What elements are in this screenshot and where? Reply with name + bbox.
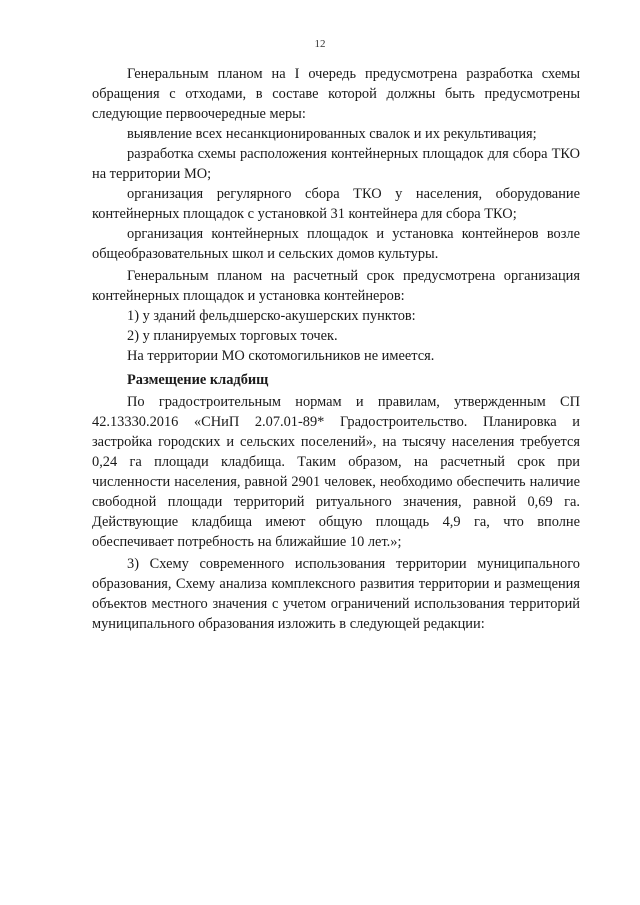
paragraph-cemetery-norms: По градостроительным нормам и правилам, утвержденным СП 42.13330.2016 «СНиП 2.07.01-89* Градостроительство. Планировка и застройка городских и сельских поселений», на тысячу населения требуется 0,24 га площади кладбища. Таким образом, на расчетный срок при численности населения, равной 2901 человек, необходимо обеспечить наличие свободной площади территорий ритуального значения, равной 0,69 га. Действующие кладбища имеют общую площадь 4,9 га, что вполне обеспечивает потребность на ближайшие 10 лет.»; — [92, 394, 580, 550]
paragraph-container-sites-scheme: разработка схемы расположения контейнерных площадок для сбора ТКО на территории МО; — [92, 146, 580, 182]
list-item-trade-points: 2) у планируемых торговых точек. — [127, 328, 338, 344]
paragraph-waste-plan-intro: Генеральным планом на I очередь предусмотрена разработка схемы обращения с отходами, в составе которой должны быть предусмотрены следующие первоочередные меры: — [92, 66, 580, 122]
paragraph-school-containers: организация контейнерных площадок и установка контейнеров возле общеобразовательных школ и сельских домов культуры. — [92, 226, 580, 262]
page-number: 12 — [314, 38, 326, 50]
list-item-medical-points: 1) у зданий фельдшерско-акушерских пунктов: — [127, 308, 416, 324]
paragraph-illegal-dumps: выявление всех несанкционированных свалок и их рекультивация; — [127, 126, 537, 142]
paragraph-calculation-period: Генеральным планом на расчетный срок предусмотрена организация контейнерных площадок и установка контейнеров: — [92, 268, 580, 304]
paragraph-cattle-burial: На территории МО скотомогильников не имеется. — [127, 348, 435, 364]
heading-cemeteries: Размещение кладбищ — [127, 372, 269, 388]
document-body — [92, 64, 580, 634]
paragraph-regular-collection: организация регулярного сбора ТКО у населения, оборудование контейнерных площадок с установкой 31 контейнера для сбора ТКО; — [92, 186, 580, 222]
paragraph-scheme-edit: 3) Схему современного использования территории муниципального образования, Схему анализа комплексного развития территории и размещения объектов местного значения с учетом ограничений использования территорий муниципального образования изложить в следующей редакции: — [92, 556, 580, 632]
